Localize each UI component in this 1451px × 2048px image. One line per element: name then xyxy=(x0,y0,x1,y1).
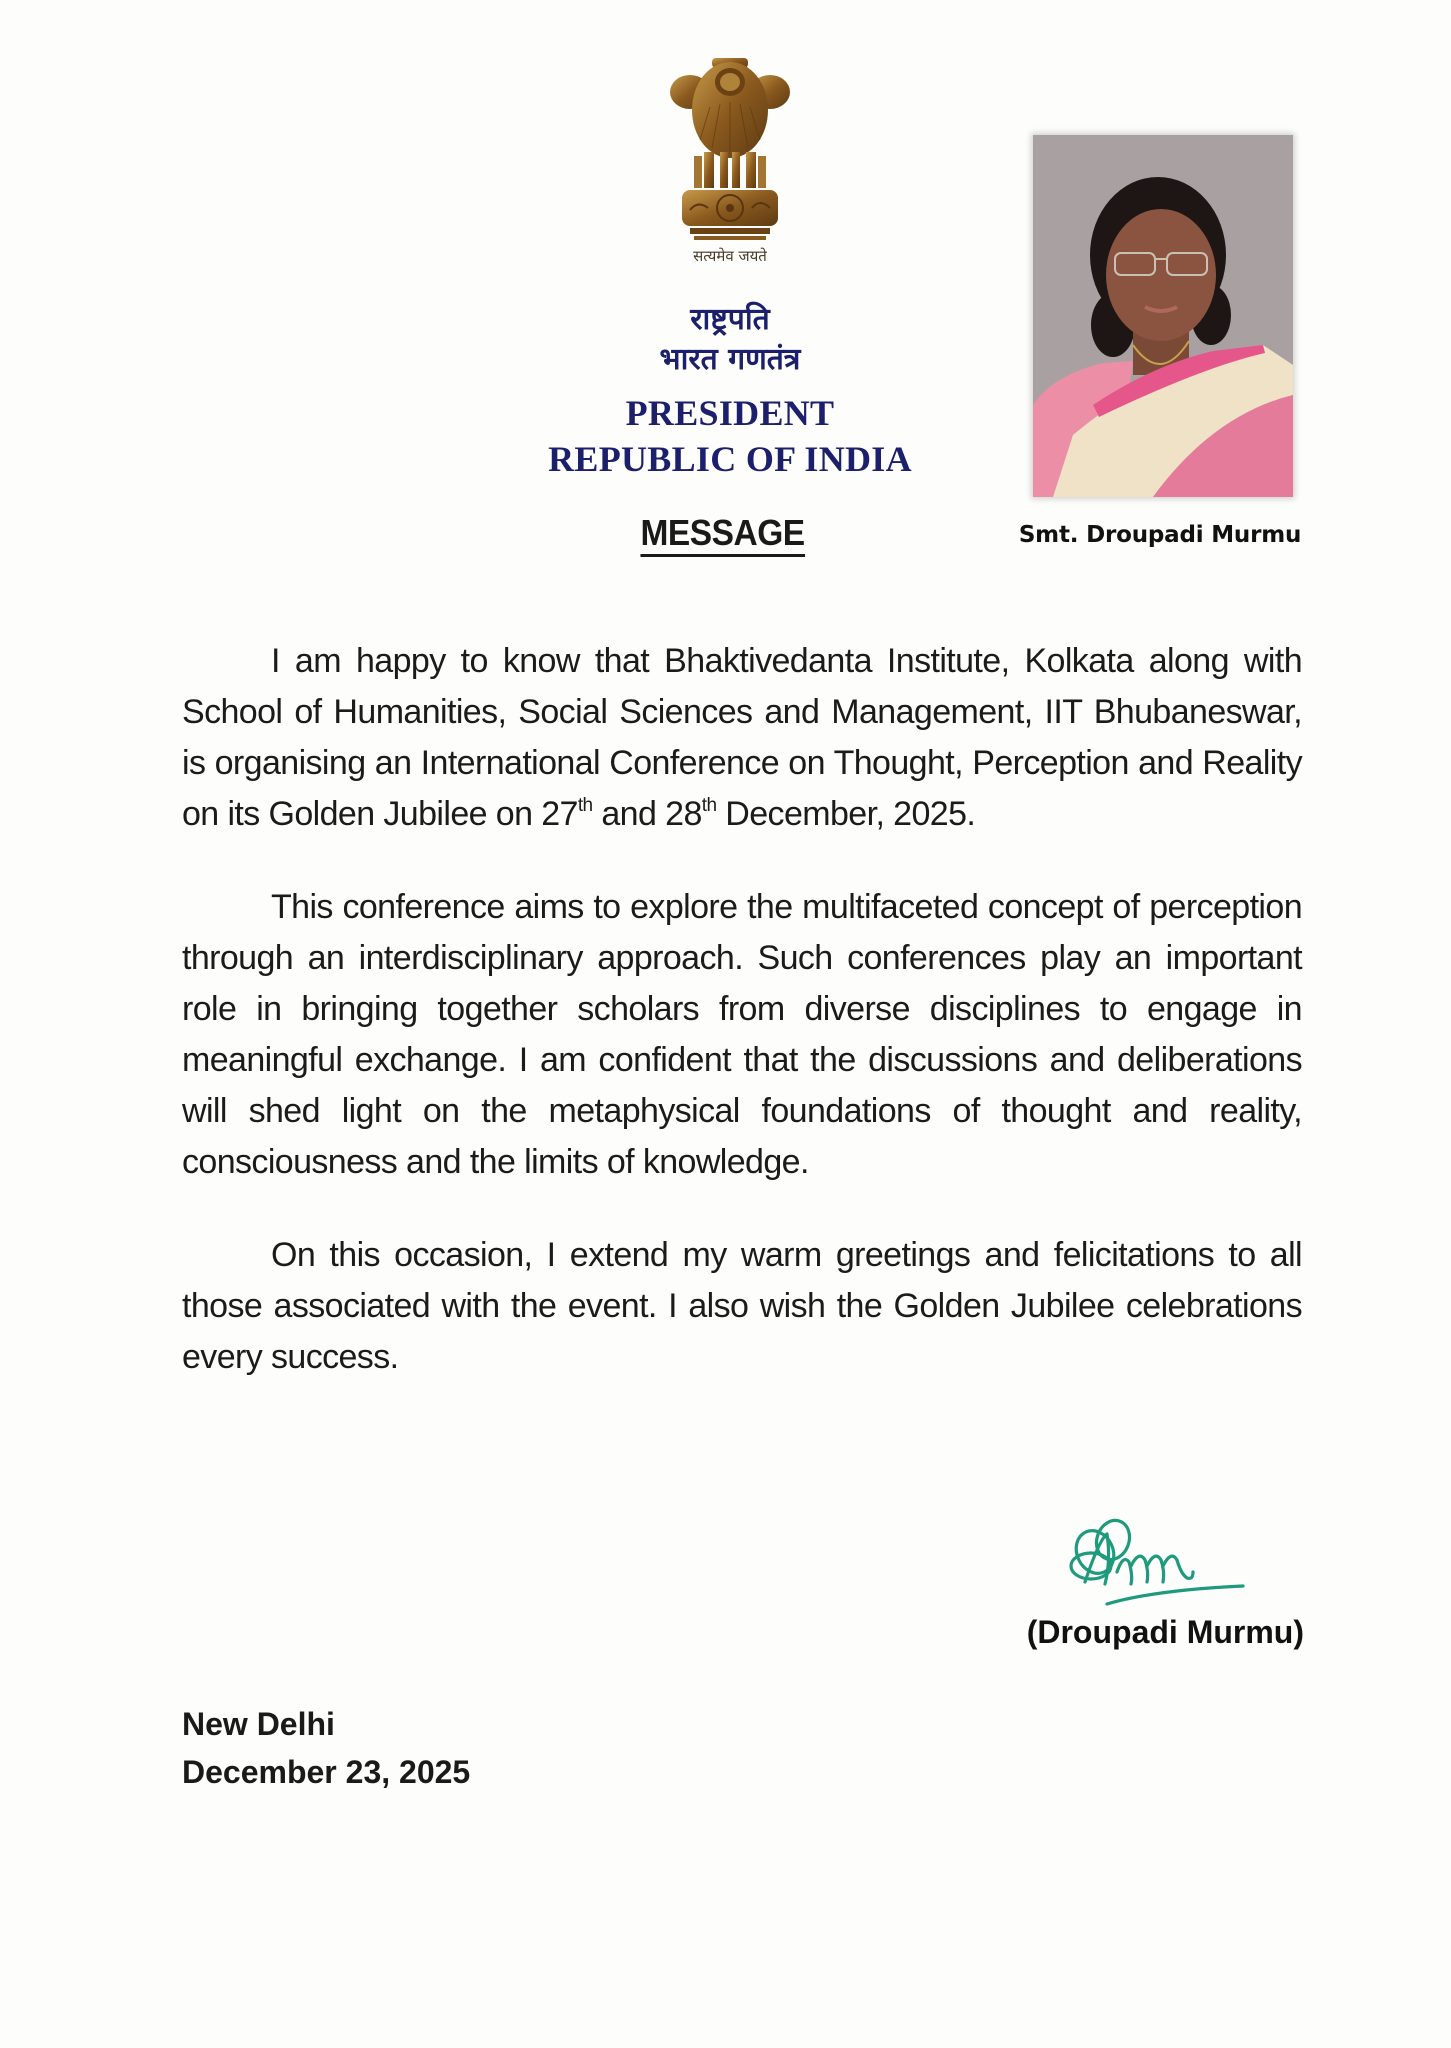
paragraph-1-text-mid: and 28 xyxy=(592,795,702,833)
title-english-president: PRESIDENT xyxy=(625,393,835,433)
place: New Delhi xyxy=(182,1706,335,1742)
letterhead-title xyxy=(480,300,980,482)
message-paragraph-3: On this occasion, I extend my warm greetings and felicitations to all those associated with the event. I also wish the Golden Jubilee celebrations every success. xyxy=(182,1236,1302,1376)
title-hindi-president: राष्ट्रपति xyxy=(690,302,770,337)
ordinal-suffix: th xyxy=(577,795,593,816)
national-emblem-icon xyxy=(660,52,800,252)
title-english-republic: REPUBLIC OF INDIA xyxy=(548,439,912,479)
paragraph-1-text: I am happy to know that Bhaktivedanta Institute, Kolkata along with School of Humanities, Social Sciences and Management, IIT Bhubaneswar, is organising an International Conference on Thought, Perception and Reality on its Golden Jubilee on 27 xyxy=(182,642,1302,833)
portrait-photo xyxy=(1033,135,1293,497)
message-paragraph-1 xyxy=(182,636,1302,840)
emblem-motto: सत्यमेव जयते xyxy=(693,247,767,265)
message-paragraph-2: This conference aims to explore the multifaceted concept of perception through an interdisciplinary approach. Such conferences play an important role in bringing together scholars from diverse disciplines to engage in meaningful exchange. I am confident that the discussions and deliberations will shed light on the metaphysical foundations of thought and reality, consciousness and the limits of knowledge. xyxy=(182,888,1302,1181)
signatory-name: (Droupadi Murmu) xyxy=(1026,1614,1304,1650)
message-body xyxy=(182,636,1302,1383)
message-heading xyxy=(620,512,873,554)
title-hindi-republic: भारत गणतंत्र xyxy=(659,342,801,377)
date: December 23, 2025 xyxy=(182,1754,471,1790)
ordinal-suffix: th xyxy=(701,795,717,816)
place-and-date xyxy=(182,1700,470,1796)
handwritten-signature-icon xyxy=(1055,1500,1295,1620)
message-heading-text: MESSAGE xyxy=(640,512,804,557)
paragraph-1-text-end: December, 2025. xyxy=(716,795,976,833)
portrait-caption: Smt. Droupadi Murmu xyxy=(1018,522,1302,548)
